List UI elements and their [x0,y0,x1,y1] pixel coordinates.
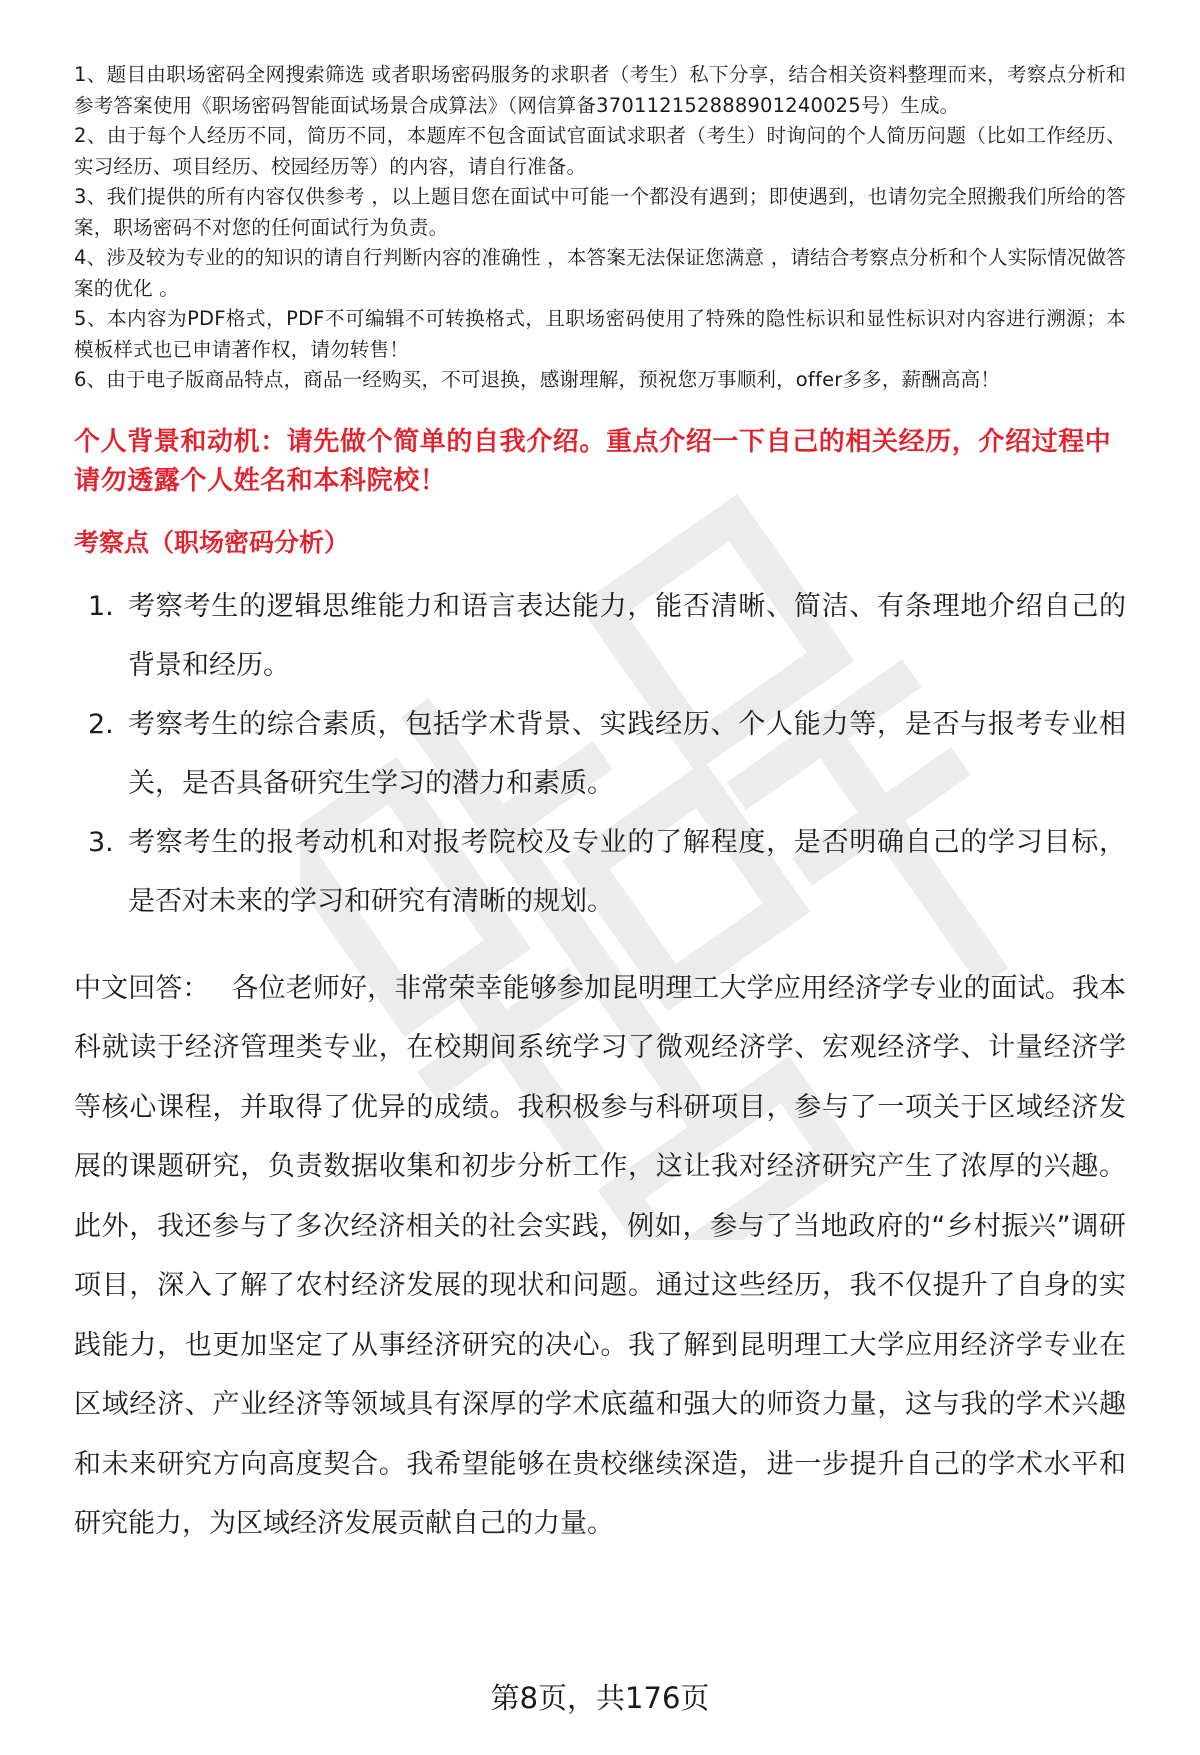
analysis-point [74,577,1126,695]
analysis-points [74,577,1126,931]
point-number: 3. [88,826,114,858]
notice-item: 3、我们提供的所有内容仅供参考 ，以上题目您在面试中可能一个都没有遇到；即使遇到，也请勿完全照搬我们所给的答案，职场密码不对您的任何面试行为负责。 [74,185,1126,239]
analysis-heading: 考察点（职场密码分析） [74,527,350,557]
question-heading: 个人背景和动机：请先做个简单的自我介绍。重点介绍一下自己的相关经历，介绍过程中请勿透露个人姓名和本科院校！ [74,426,1112,496]
notice-item: 5、本内容为PDF格式，PDF不可编辑不可转换格式，且职场密码使用了特殊的隐性标识和显性标识对内容进行溯源；本模板样式也已申请著作权，请勿转售！ [74,307,1126,361]
point-number: 1. [88,590,114,622]
point-text: 考察考生的报考动机和对报考院校及专业的了解程度，是否明确自己的学习目标，是否对未来的学习和研究有清晰的规划。 [128,826,1126,917]
point-text: 考察考生的综合素质，包括学术背景、实践经历、个人能力等，是否与报考专业相关，是否具备研究生学习的潜力和素质。 [128,708,1126,799]
notice-item: 1、题目由职场密码全网搜索筛选 或者职场密码服务的求职者（考生）私下分享，结合相关资料整理而来，考察点分析和参考答案使用《职场密码智能面试场景合成算法》（网信算备370112152888901240025号）生成。 [74,63,1126,117]
notice-item: 2、由于每个人经历不同，简历不同，本题库不包含面试官面试求职者（考生）时询问的个人简历问题（比如工作经历、实习经历、项目经历、校园经历等）的内容，请自行准备。 [74,124,1126,178]
analysis-point [74,813,1126,931]
point-text: 考察考生的逻辑思维能力和语言表达能力，能否清晰、简洁、有条理地介绍自己的背景和经历。 [128,590,1126,681]
answer-paragraph [74,959,1126,1554]
answer-label: 中文回答： [74,972,210,1004]
page-footer: 第8页，共176页 [490,1681,710,1715]
notice-item: 4、涉及较为专业的的知识的请自行判断内容的准确性 ，本答案无法保证您满意 ，请结合考察点分析和个人实际情况做答案的优化 。 [74,246,1126,300]
notice-list [74,60,1126,396]
notice-item: 6、由于电子版商品特点，商品一经购买，不可退换，感谢理解，预祝您万事顺利，offer多多，薪酬高高！ [74,368,1001,391]
point-number: 2. [88,708,114,740]
answer-text: 各位老师好，非常荣幸能够参加昆明理工大学应用经济学专业的面试。我本科就读于经济管理类专业，在校期间系统学习了微观经济学、宏观经济学、计量经济学等核心课程，并取得了优异的成绩。我积极参与科研项目，参与了一项关于区域经济发展的课题研究，负责数据收集和初步分析工作，这让我对经济研究产生了浓厚的兴趣。此外，我还参与了多次经济相关的社会实践，例如，参与了当地政府的“乡村振兴”调研项目，深入了解了农村经济发展的现状和问题。通过这些经历，我不仅提升了自身的实践能力，也更加坚定了从事经济研究的决心。我了解到昆明理工大学应用经济学专业在区域经济、产业经济等领域具有深厚的学术底蕴和强大的师资力量，这与我的学术兴趣和未来研究方向高度契合。我希望能够在贵校继续深造，进一步提升自己的学术水平和研究能力，为区域经济发展贡献自己的力量。 [74,972,1127,1539]
analysis-point [74,695,1126,813]
